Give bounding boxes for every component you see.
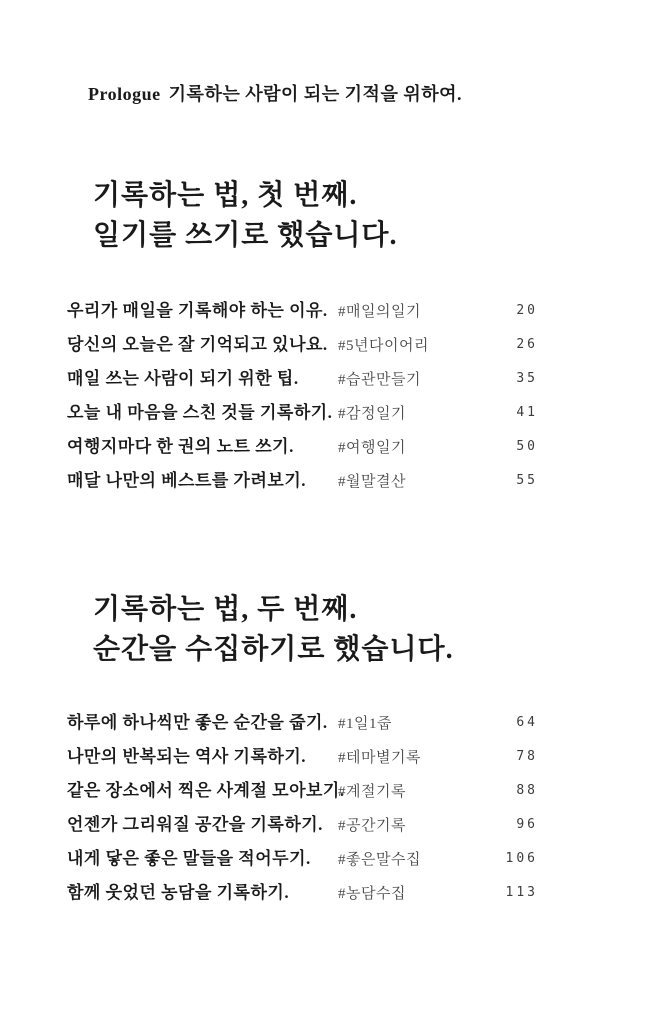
toc-entry-title: 여행지마다 한 권의 노트 쓰기.	[67, 437, 294, 456]
toc-entry-page: 78	[516, 749, 538, 764]
prologue-title: 기록하는 사람이 되는 기적을 위하여.	[168, 84, 462, 104]
toc-entry-title: 나만의 반복되는 역사 기록하기.	[67, 747, 306, 766]
section-1-heading	[93, 176, 397, 256]
toc-entry-title: 내게 닿은 좋은 말들을 적어두기.	[67, 849, 311, 868]
toc-entry	[67, 432, 538, 466]
section-1-toc-list	[67, 296, 538, 500]
toc-entry	[67, 844, 538, 878]
toc-entry-tag: #1일1줍	[338, 716, 392, 732]
toc-entry-tag: #좋은말수집	[338, 852, 421, 868]
prologue-label: Prologue	[88, 84, 161, 104]
toc-entry-title: 같은 장소에서 찍은 사계절 모아보기.	[67, 781, 345, 800]
section-2-heading-line-2: 순간을 수집하기로 했습니다.	[93, 634, 454, 665]
toc-entry-tag: #감정일기	[338, 406, 406, 422]
section-1-heading-line-1: 기록하는 법, 첫 번째.	[93, 180, 358, 211]
toc-entry	[67, 708, 538, 742]
toc-entry	[67, 330, 538, 364]
toc-entry	[67, 398, 538, 432]
toc-entry	[67, 742, 538, 776]
toc-entry-page: 88	[516, 783, 538, 798]
toc-entry-title: 매일 쓰는 사람이 되기 위한 팁.	[67, 369, 299, 388]
toc-entry-tag: #여행일기	[338, 440, 406, 456]
toc-entry-page: 64	[516, 715, 538, 730]
toc-entry-tag: #농담수집	[338, 886, 406, 902]
toc-entry	[67, 466, 538, 500]
section-1-heading-line-2: 일기를 쓰기로 했습니다.	[93, 220, 398, 251]
toc-entry-title: 하루에 하나씩만 좋은 순간을 줍기.	[67, 713, 328, 732]
toc-entry-page: 35	[516, 371, 538, 386]
toc-entry-page: 55	[516, 473, 538, 488]
toc-entry-page: 26	[516, 337, 538, 352]
toc-entry-tag: #5년다이어리	[338, 338, 429, 354]
toc-entry-title: 매달 나만의 베스트를 가려보기.	[67, 471, 306, 490]
toc-entry-page: 106	[505, 851, 538, 866]
toc-entry-page: 20	[516, 303, 538, 318]
toc-entry-tag: #공간기록	[338, 818, 406, 834]
toc-entry-title: 우리가 매일을 기록해야 하는 이유.	[67, 301, 328, 320]
section-2-toc-list	[67, 708, 538, 912]
toc-entry	[67, 296, 538, 330]
toc-entry	[67, 776, 538, 810]
toc-entry-page: 113	[505, 885, 538, 900]
prologue-line	[88, 80, 462, 106]
toc-entry-tag: #월말결산	[338, 474, 406, 490]
toc-entry-page: 50	[516, 439, 538, 454]
toc-entry-tag: #테마별기록	[338, 750, 421, 766]
section-2-heading	[93, 590, 454, 670]
toc-entry	[67, 810, 538, 844]
toc-entry	[67, 878, 538, 912]
toc-entry-tag: #습관만들기	[338, 372, 421, 388]
section-2-heading-line-1: 기록하는 법, 두 번째.	[93, 594, 358, 625]
toc-entry-tag: #매일의일기	[338, 304, 421, 320]
toc-entry-title: 당신의 오늘은 잘 기억되고 있나요.	[67, 335, 328, 354]
toc-entry-title: 오늘 내 마음을 스친 것들 기록하기.	[67, 403, 333, 422]
toc-entry-page: 96	[516, 817, 538, 832]
toc-entry-tag: #계절기록	[338, 784, 406, 800]
toc-entry-page: 41	[516, 405, 538, 420]
toc-entry	[67, 364, 538, 398]
toc-entry-title: 함께 웃었던 농담을 기록하기.	[67, 883, 290, 902]
toc-entry-title: 언젠가 그리워질 공간을 기록하기.	[67, 815, 323, 834]
